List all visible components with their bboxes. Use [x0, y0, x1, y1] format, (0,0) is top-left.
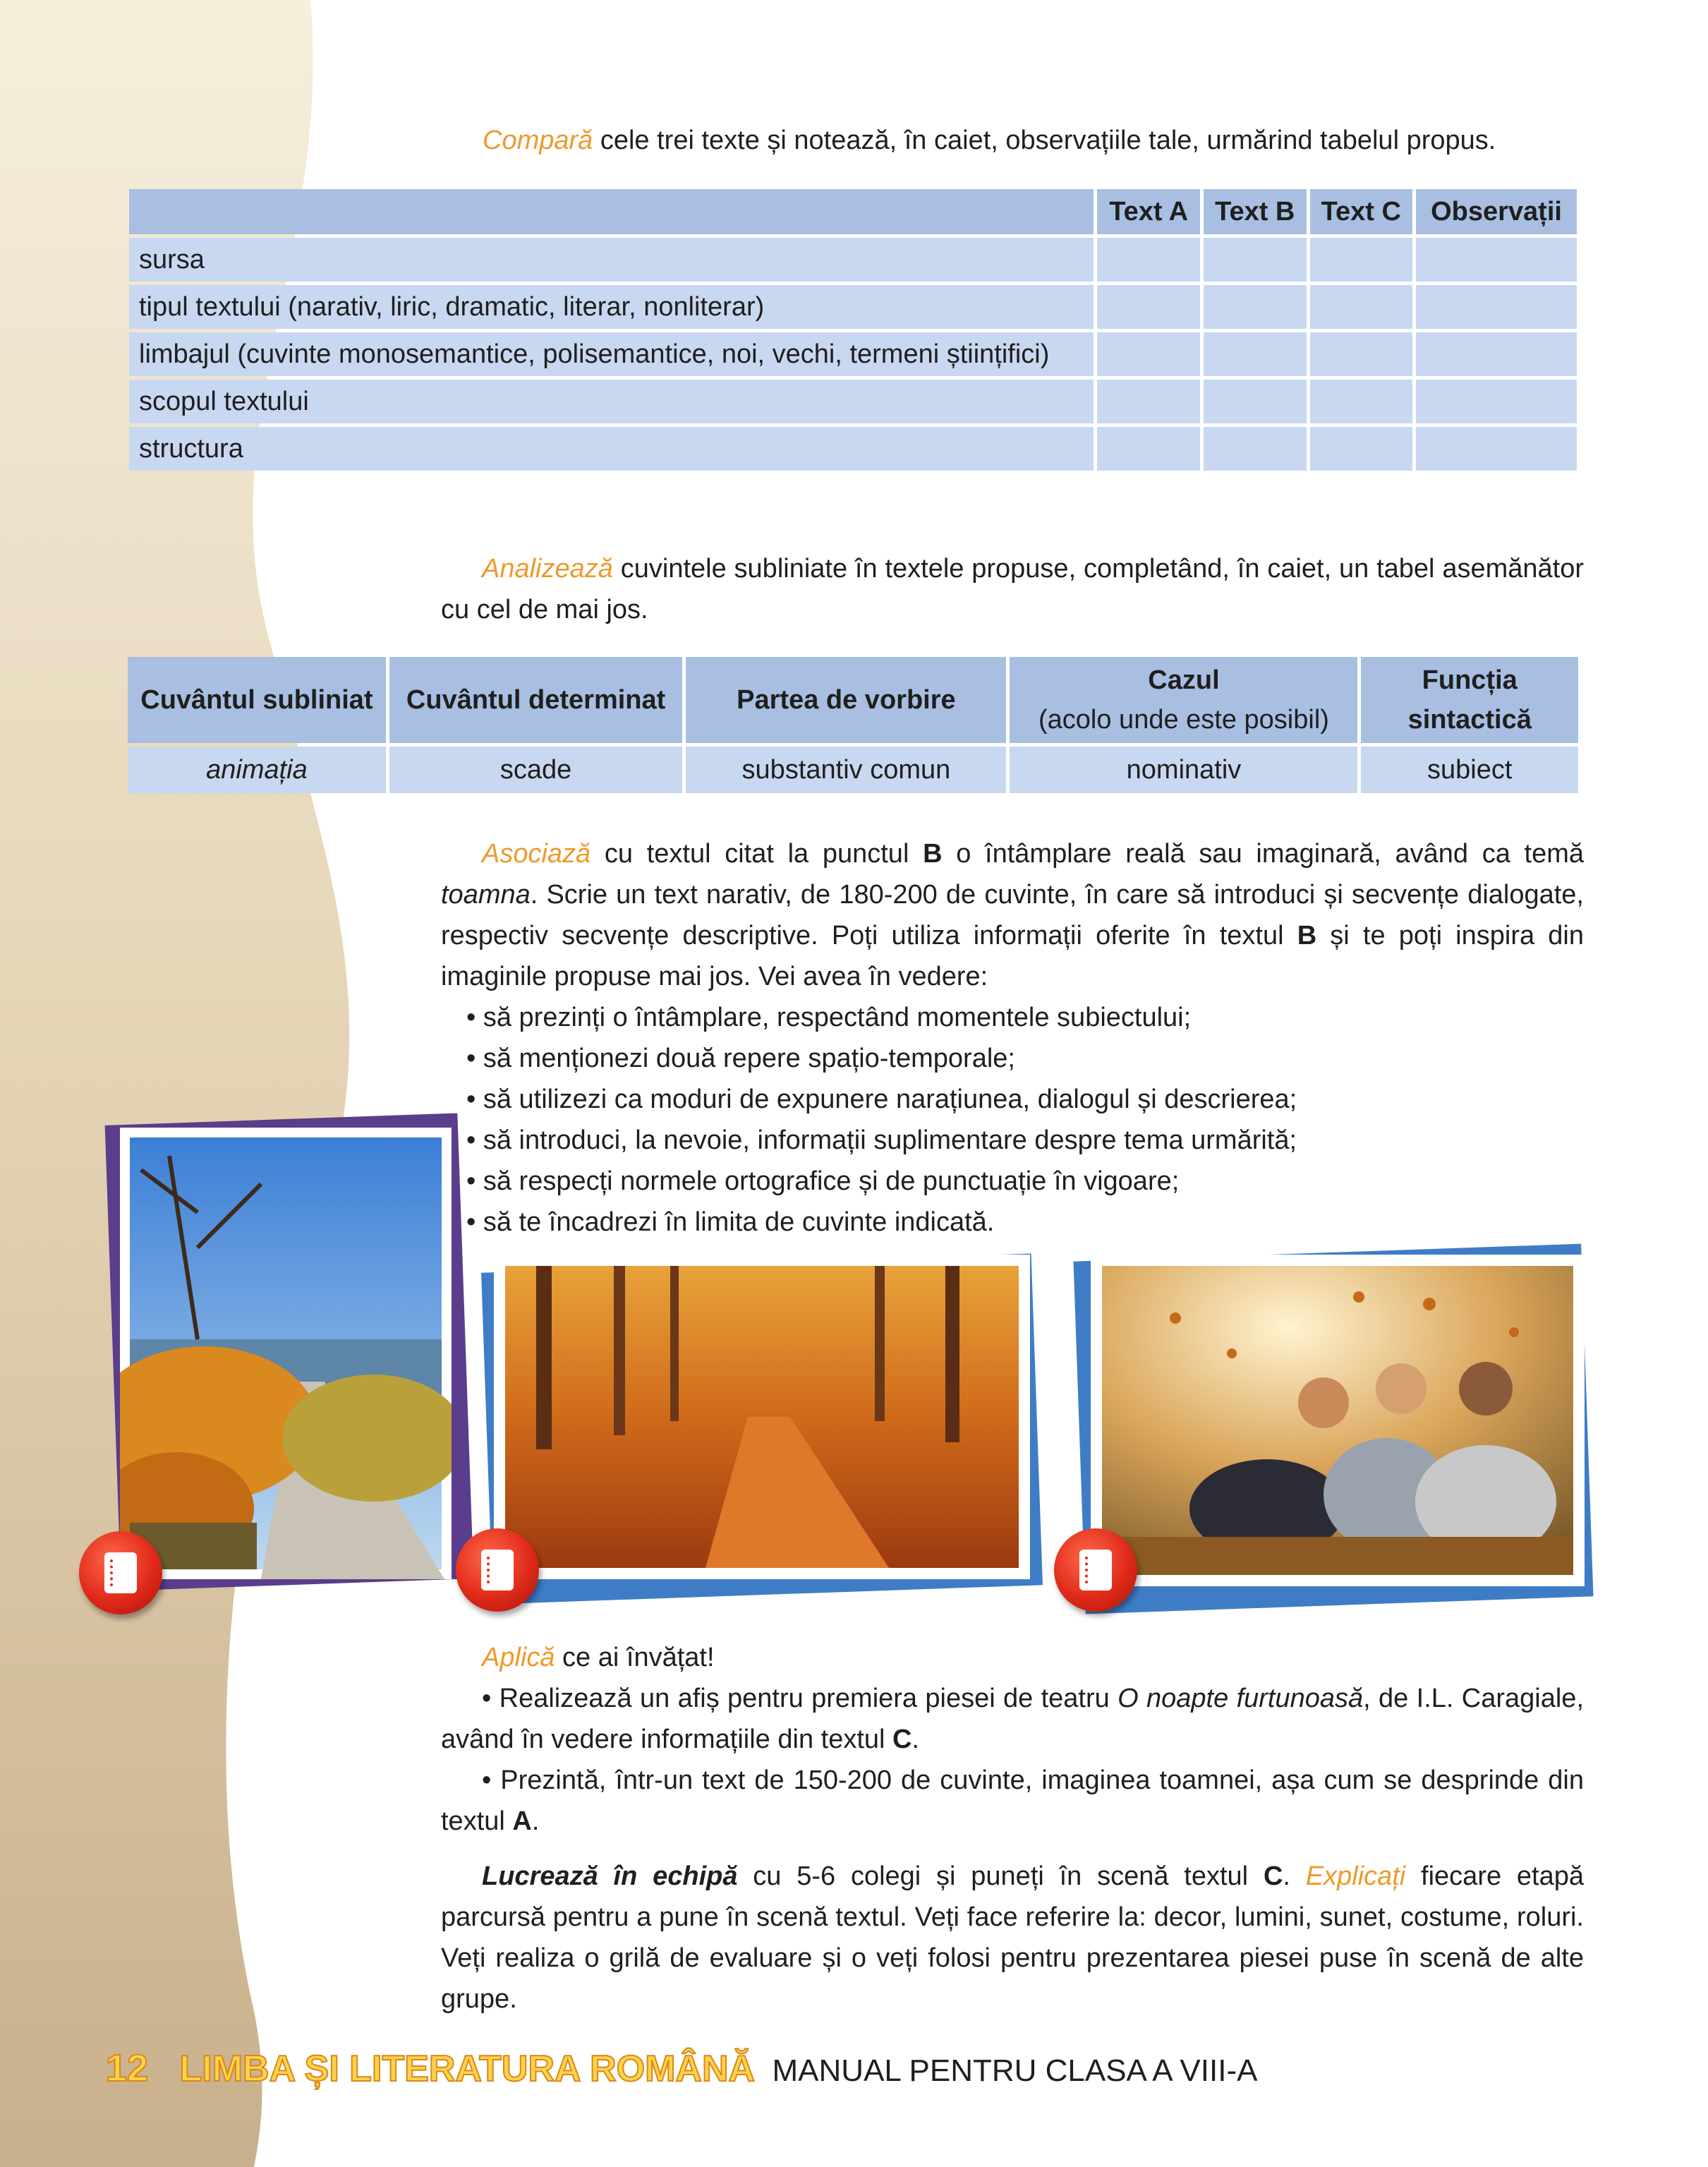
comparison-table [126, 186, 1580, 474]
task-text: • Prezintă, într-un text de 150-200 de cuvinte, imaginea toamnei, așa cum se desprinde din textul [441, 1765, 1584, 1836]
text-ref: C [892, 1725, 912, 1754]
notebook-icon [79, 1531, 162, 1614]
instruction-verb: Aplică [482, 1643, 555, 1672]
table-row [129, 285, 1577, 329]
page-footer [106, 2046, 1257, 2096]
park-photo [120, 1128, 452, 1579]
notebook-icon [456, 1528, 539, 1612]
analyze-instruction [441, 548, 1584, 630]
table-cell [1204, 427, 1307, 471]
friends-photo [1091, 1255, 1585, 1586]
teamwork-task [441, 1856, 1584, 2020]
table-cell [1097, 285, 1200, 329]
table-row [129, 380, 1577, 423]
table-header-row [129, 189, 1577, 234]
list-item: • să utilizezi ca moduri de expunere narațiunea, dialogul și descrierea; [466, 1085, 1297, 1114]
text-ref: B [923, 839, 943, 869]
list-item: • să menționezi două repere spațio-temporale; [466, 1044, 1015, 1073]
instruction-verb: Explicați [1305, 1861, 1406, 1891]
table-cell [1416, 285, 1577, 329]
compare-instruction [483, 120, 1583, 161]
apply-task [441, 1637, 1584, 1842]
theme-word: toamna [441, 880, 531, 910]
list-item: • să te încadrezi în limita de cuvinte indicată. [466, 1207, 995, 1237]
task-text: . [1283, 1861, 1306, 1891]
table-cell [1310, 427, 1413, 471]
list-item [441, 1760, 1584, 1842]
text-ref: A [512, 1806, 532, 1836]
header-main: Cazul [1148, 665, 1220, 695]
associate-task [441, 833, 1584, 1243]
table-cell [1097, 427, 1200, 471]
table-header-empty [129, 189, 1094, 234]
instruction-verb: Compară [483, 126, 593, 155]
table-cell [1310, 285, 1413, 329]
table-cell: scade [389, 747, 682, 793]
table-cell [1204, 238, 1307, 282]
table-header-cell: Observații [1416, 189, 1577, 234]
instruction-text: cele trei texte și notează, în caiet, observațiile tale, urmărind tabelul propus. [593, 126, 1496, 155]
table-cell [1204, 332, 1307, 376]
table-cell: substantiv comun [686, 747, 1006, 793]
task-text: . Scrie un text narativ, de 180-200 de cuvinte, în care să introduci și secvențe dialogate, respectiv secvențe descriptive. Poți utiliza informații oferite în textul [441, 880, 1584, 950]
book-title: LIMBA ȘI LITERATURA ROMÂNĂ [179, 2048, 756, 2089]
table-cell [1310, 332, 1413, 376]
task-text: ce ai învățat! [555, 1643, 715, 1672]
requirements-list [441, 997, 1584, 1243]
text-ref: C [1263, 1861, 1283, 1891]
table-header-row [128, 657, 1578, 743]
list-item: • să respecți normele ortografice și de punctuație în vigoare; [466, 1166, 1180, 1196]
forest-photo [494, 1255, 1030, 1579]
task-text: cu 5-6 colegi și puneți în scenă textul [737, 1861, 1264, 1891]
table-cell [1097, 332, 1200, 376]
header-note: (acolo unde este posibil) [1038, 705, 1329, 735]
table-cell: subiect [1361, 747, 1578, 793]
task-text: cu textul citat la punctul [590, 839, 923, 869]
task-text: . [911, 1725, 920, 1754]
table-row [129, 238, 1577, 282]
table-header-cell: Text B [1204, 189, 1307, 234]
table-cell [1097, 380, 1200, 423]
table-header-cell: Cuvântul subliniat [128, 657, 386, 743]
table-row [129, 427, 1577, 471]
table-cell [1310, 238, 1413, 282]
table-header-cell: Text C [1310, 189, 1413, 234]
row-label: scopul textului [129, 380, 1094, 423]
text-ref: B [1297, 921, 1317, 950]
header-line: Funcția [1422, 665, 1518, 695]
table-cell: animația [128, 747, 386, 793]
apply-heading [441, 1637, 1584, 1678]
list-item [441, 1678, 1584, 1760]
table-cell [1416, 332, 1577, 376]
play-title: O noapte furtunoasă [1118, 1684, 1364, 1713]
task-text: . [531, 1806, 540, 1836]
notebook-icon [1054, 1528, 1137, 1612]
table-cell: nominativ [1010, 747, 1357, 793]
task-text: și te poți inspira din imaginile propuse mai jos. Vei avea în vedere: [441, 921, 1584, 991]
header-line: sintactică [1407, 705, 1532, 735]
table-cell [1310, 380, 1413, 423]
row-label: tipul textului (narativ, liric, dramatic, literar, nonliterar) [129, 285, 1094, 329]
task-text: fiecare etapă parcursă pentru a pune în scenă textul. Veți face referire la: decor, lumini, sunet, costume, roluri. Veți realiza o grilă de evaluare și o veți folosi pentru prezentarea piesei puse în scenă de alte grupe. [441, 1861, 1584, 2014]
instruction-verb: Asociază [482, 839, 591, 869]
table-cell [1097, 238, 1200, 282]
table-header-cell [1361, 657, 1578, 743]
table-header-cell: Partea de vorbire [686, 657, 1006, 743]
table-cell [1204, 285, 1307, 329]
task-text: , de I.L. Caragiale, având în vedere informațiile din textul [441, 1684, 1584, 1754]
list-item: • să introduci, la nevoie, informații suplimentare despre tema urmărită; [466, 1125, 1297, 1155]
table-cell [1416, 238, 1577, 282]
page-number: 12 [106, 2047, 149, 2089]
instruction-verb: Analizează [482, 554, 613, 584]
book-subtitle: MANUAL PENTRU CLASA A VIII-A [772, 2053, 1258, 2088]
task-text: • Realizează un afiș pentru premiera piesei de teatru [482, 1684, 1118, 1713]
table-header-cell: Cuvântul determinat [389, 657, 682, 743]
task-lead: Lucrează în echipă [482, 1861, 738, 1891]
table-row [128, 747, 1578, 793]
table-header-cell [1010, 657, 1357, 743]
instruction-text: cuvintele subliniate în textele propuse, completând, în caiet, un tabel asemănător cu cel de mai jos. [441, 554, 1584, 624]
table-cell [1416, 427, 1577, 471]
analysis-table [124, 653, 1582, 797]
list-item: • să prezinți o întâmplare, respectând momentele subiectului; [466, 1003, 1192, 1032]
table-row [129, 332, 1577, 376]
row-label: sursa [129, 238, 1094, 282]
row-label: structura [129, 427, 1094, 471]
row-label: limbajul (cuvinte monosemantice, polisemantice, noi, vechi, termeni științifici) [129, 332, 1094, 376]
table-cell [1416, 380, 1577, 423]
task-text: o întâmplare reală sau imaginară, având ca temă [942, 839, 1585, 869]
table-cell [1204, 380, 1307, 423]
table-header-cell: Text A [1097, 189, 1200, 234]
